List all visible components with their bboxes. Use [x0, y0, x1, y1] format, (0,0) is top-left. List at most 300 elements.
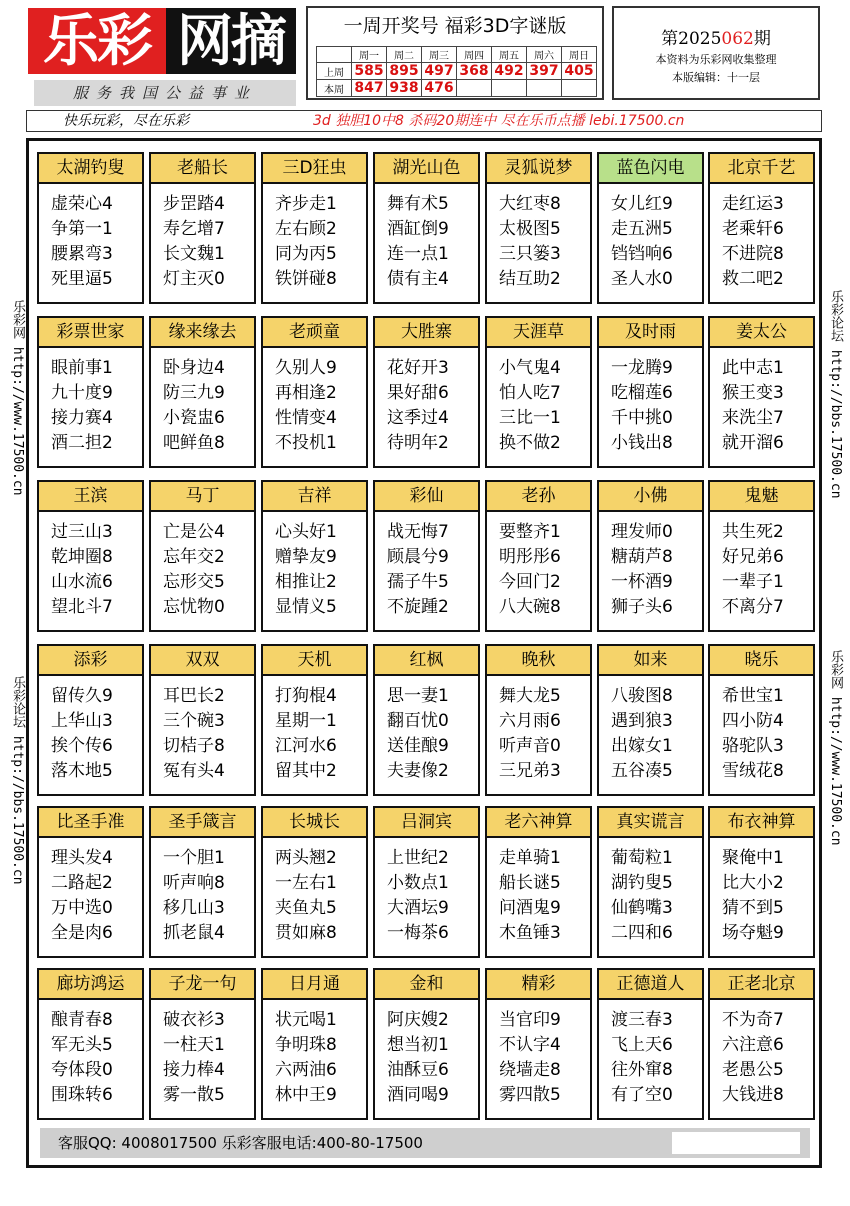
riddle-line: 三个碗3 [163, 711, 225, 731]
riddle-line: 希世宝1 [722, 686, 784, 706]
riddle-line: 债有主4 [387, 269, 449, 289]
riddle-line: 理发师0 [611, 522, 673, 542]
side-text-left-top: 乐彩网 http://www.17500.cn [10, 300, 25, 496]
riddle-card-title: 小佛 [599, 482, 702, 512]
draw-number: 368 [457, 63, 492, 80]
riddle-card-title: 红枫 [375, 646, 478, 676]
draw-number: 497 [422, 63, 457, 80]
riddle-line: 酒缸倒9 [387, 219, 449, 239]
riddle-line: 腰累弯3 [51, 244, 113, 264]
riddle-line: 相推让2 [275, 572, 337, 592]
riddle-line: 心头好1 [275, 522, 337, 542]
issue-number: 第2025062期 [661, 29, 771, 49]
riddle-card [149, 480, 256, 632]
riddle-card-body [51, 356, 113, 456]
riddle-line: 上华山3 [51, 711, 113, 731]
footer-contact: 客服QQ: 4008017500 乐彩客服电话:400-80-17500 [58, 1134, 423, 1152]
riddle-line: 卧身边4 [163, 358, 225, 378]
riddle-line: 女儿红9 [611, 194, 673, 214]
riddle-line: 明彤彤6 [499, 547, 561, 567]
riddle-card [37, 152, 144, 304]
riddle-line: 同为丙5 [275, 244, 337, 264]
riddle-line: 二路起2 [51, 873, 113, 893]
riddle-line: 酒同喝9 [387, 1085, 449, 1105]
riddle-card-body [163, 520, 225, 620]
riddle-line: 乾坤圈8 [51, 547, 113, 567]
riddle-line: 小气鬼4 [499, 358, 561, 378]
riddle-line: 夹鱼丸5 [275, 898, 337, 918]
riddle-card-body [387, 520, 449, 620]
draw-number [527, 80, 562, 97]
riddle-line: 仙鹤嘴3 [611, 898, 673, 918]
riddle-line: 三比一1 [499, 408, 561, 428]
riddle-line: 六注意6 [722, 1035, 784, 1055]
riddle-line: 步罡踏4 [163, 194, 225, 214]
draw-number: 585 [352, 63, 387, 80]
issue-info-panel [612, 6, 820, 100]
side-text-right-top: 乐彩论坛 http://bbs.17500.cn [828, 290, 843, 499]
riddle-line: 铁饼碰8 [275, 269, 337, 289]
riddle-line: 一柱天1 [163, 1035, 225, 1055]
riddle-line: 走红运3 [722, 194, 784, 214]
riddle-line: 三只篓3 [499, 244, 561, 264]
riddle-line: 争明珠8 [275, 1035, 337, 1055]
riddle-card-body [275, 356, 337, 456]
riddle-line: 要整齐1 [499, 522, 561, 542]
footer-blank-box [672, 1132, 800, 1154]
riddle-line: 听声音0 [499, 736, 561, 756]
riddle-card-title: 马丁 [151, 482, 254, 512]
riddle-card-title: 吕洞宾 [375, 808, 478, 838]
riddle-card-body [163, 846, 225, 946]
riddle-line: 遇到狼3 [611, 711, 673, 731]
riddle-line: 上世纪2 [387, 848, 449, 868]
riddle-line: 眼前事1 [51, 358, 113, 378]
riddle-line: 过三山3 [51, 522, 113, 542]
riddle-line: 小瓷盅6 [163, 408, 225, 428]
riddle-card-body [163, 356, 225, 456]
riddle-line: 贯如麻8 [275, 923, 337, 943]
riddle-line: 木鱼锤3 [499, 923, 561, 943]
riddle-line: 林中王9 [275, 1085, 337, 1105]
riddle-line: 留其中2 [275, 761, 337, 781]
riddle-line: 千中挑0 [611, 408, 673, 428]
riddle-card-body [51, 1008, 113, 1108]
riddle-card [261, 480, 368, 632]
riddle-line: 猜不到5 [722, 898, 784, 918]
riddle-line: 冤有头4 [163, 761, 225, 781]
riddle-line: 不进院8 [722, 244, 784, 264]
riddle-line: 出嫁女1 [611, 736, 673, 756]
riddle-card [597, 480, 704, 632]
riddle-line: 往外窜8 [611, 1060, 673, 1080]
riddle-card-body [611, 520, 673, 620]
riddle-card-body [163, 684, 225, 784]
riddle-card-body [51, 684, 113, 784]
riddle-line: 来洗尘7 [722, 408, 784, 428]
riddle-card-title: 蓝色闪电 [599, 154, 702, 184]
riddle-card-body [611, 356, 673, 456]
riddle-line: 大钱进8 [722, 1085, 784, 1105]
riddle-card-title: 双双 [151, 646, 254, 676]
riddle-line: 待明年2 [387, 433, 449, 453]
riddle-line: 灯主灭0 [163, 269, 225, 289]
riddle-line: 六两油6 [275, 1060, 337, 1080]
riddle-card [373, 480, 480, 632]
tagline-bar [26, 110, 822, 132]
riddle-line: 五谷凑5 [611, 761, 673, 781]
riddle-line: 小钱出8 [611, 433, 673, 453]
riddle-line: 一辈子1 [722, 572, 784, 592]
riddle-card-title: 吉祥 [263, 482, 366, 512]
riddle-card-body [275, 192, 337, 292]
riddle-line: 连一点1 [387, 244, 449, 264]
riddle-card-title: 缘来缘去 [151, 318, 254, 348]
riddle-line: 葡萄粒1 [611, 848, 673, 868]
riddle-line: 死里逼5 [51, 269, 113, 289]
riddle-line: 三兄弟3 [499, 761, 561, 781]
riddle-line: 太极图5 [499, 219, 561, 239]
riddle-line: 围珠转6 [51, 1085, 113, 1105]
riddle-line: 破衣衫3 [163, 1010, 225, 1030]
riddle-card [261, 316, 368, 468]
riddle-line: 九十度9 [51, 383, 113, 403]
riddle-card [373, 806, 480, 958]
riddle-card-body [722, 192, 784, 292]
riddle-card-title: 圣手箴言 [151, 808, 254, 838]
riddle-line: 场夺魁9 [722, 923, 784, 943]
side-text-right-bottom: 乐彩网 http://www.17500.cn [828, 650, 843, 846]
riddle-card-title: 天涯草 [487, 318, 590, 348]
riddle-line: 一杯酒9 [611, 572, 673, 592]
riddle-card-body [722, 684, 784, 784]
riddle-card [261, 152, 368, 304]
draw-number [457, 80, 492, 97]
riddle-line: 雪绒花8 [722, 761, 784, 781]
riddle-card-body [51, 520, 113, 620]
day-header: 周三 [422, 47, 457, 63]
riddle-card-body [499, 684, 561, 784]
riddle-line: 全是肉6 [51, 923, 113, 943]
riddle-card-body [499, 846, 561, 946]
riddle-line: 军无头5 [51, 1035, 113, 1055]
riddle-line: 望北斗7 [51, 597, 113, 617]
riddle-card [708, 806, 815, 958]
riddle-card-body [387, 846, 449, 946]
draw-number: 397 [527, 63, 562, 80]
riddle-card [37, 968, 144, 1120]
riddle-card-body [722, 520, 784, 620]
riddle-card-body [722, 1008, 784, 1108]
riddle-line: 老愚公5 [722, 1060, 784, 1080]
riddle-line: 性情变4 [275, 408, 337, 428]
issue-number-red: 062 [721, 29, 754, 49]
riddle-line: 虚荣心4 [51, 194, 113, 214]
riddle-line: 翻百忧0 [387, 711, 449, 731]
riddle-card-title: 长城长 [263, 808, 366, 838]
riddle-line: 接力赛4 [51, 408, 113, 428]
riddle-card-title: 湖光山色 [375, 154, 478, 184]
riddle-line: 打狗棍4 [275, 686, 337, 706]
riddle-card-title: 晓乐 [710, 646, 813, 676]
riddle-line: 怕人吃7 [499, 383, 561, 403]
riddle-card-body [275, 684, 337, 784]
riddle-line: 湖钓叟5 [611, 873, 673, 893]
day-header: 周五 [492, 47, 527, 63]
riddle-line: 留传久9 [51, 686, 113, 706]
riddle-card-title: 老六神算 [487, 808, 590, 838]
riddle-line: 雾四散5 [499, 1085, 561, 1105]
day-header: 周四 [457, 47, 492, 63]
riddle-card-body [51, 846, 113, 946]
riddle-line: 雾一散5 [163, 1085, 225, 1105]
riddle-card [708, 480, 815, 632]
riddle-card [261, 806, 368, 958]
riddle-line: 一梅茶6 [387, 923, 449, 943]
riddle-card-body [499, 1008, 561, 1108]
riddle-card [597, 806, 704, 958]
riddle-card [485, 968, 592, 1120]
riddle-card-title: 正老北京 [710, 970, 813, 1000]
riddle-line: 不投机1 [275, 433, 337, 453]
logo [26, 6, 298, 110]
draw-title: 一周开奖号 福彩3D字谜版 [343, 15, 567, 37]
riddle-line: 绕墙走8 [499, 1060, 561, 1080]
riddle-card-title: 晚秋 [487, 646, 590, 676]
riddle-card-title: 及时雨 [599, 318, 702, 348]
riddle-line: 接力棒4 [163, 1060, 225, 1080]
logo-left-text: 乐彩 [28, 8, 166, 74]
riddle-line: 渡三春3 [611, 1010, 673, 1030]
riddle-card-title: 老孙 [487, 482, 590, 512]
riddle-line: 飞上天6 [611, 1035, 673, 1055]
riddle-card-body [611, 846, 673, 946]
riddle-card-title: 灵狐说梦 [487, 154, 590, 184]
riddle-line: 这季过4 [387, 408, 449, 428]
riddle-card-title: 彩仙 [375, 482, 478, 512]
riddle-card [37, 644, 144, 796]
riddle-card-body [387, 192, 449, 292]
riddle-line: 长文魏1 [163, 244, 225, 264]
logo-slogan: 服务我国公益事业 [34, 80, 296, 106]
riddle-line: 落木地5 [51, 761, 113, 781]
riddle-line: 四小防4 [722, 711, 784, 731]
riddle-card-title: 日月通 [263, 970, 366, 1000]
riddle-card-body [275, 1008, 337, 1108]
riddle-line: 油酥豆6 [387, 1060, 449, 1080]
riddle-card [597, 316, 704, 468]
day-header: 周一 [352, 47, 387, 63]
footer-bar [40, 1128, 810, 1158]
riddle-card [373, 152, 480, 304]
riddle-card [37, 316, 144, 468]
riddle-line: 移几山3 [163, 898, 225, 918]
riddle-card-title: 老船长 [151, 154, 254, 184]
riddle-line: 就开溜6 [722, 433, 784, 453]
info-line-editor: 本版编辑：十一层 [672, 71, 760, 84]
riddle-line: 想当初1 [387, 1035, 449, 1055]
riddle-line: 不为奇7 [722, 1010, 784, 1030]
riddle-line: 果好甜6 [387, 383, 449, 403]
riddle-card-body [722, 356, 784, 456]
riddle-card-title: 北京千艺 [710, 154, 813, 184]
draw-table [316, 46, 597, 97]
riddle-card-title: 鬼魅 [710, 482, 813, 512]
riddle-card [485, 480, 592, 632]
riddle-card [373, 968, 480, 1120]
riddle-line: 山水流6 [51, 572, 113, 592]
riddle-line: 猴王变3 [722, 383, 784, 403]
tagline-promo-link[interactable]: 3d 独胆10中8 杀码20期连中 尽在乐币点播 lebi.17500.cn [313, 113, 685, 129]
riddle-line: 二四和6 [611, 923, 673, 943]
riddle-line: 显情义5 [275, 597, 337, 617]
riddle-line: 八骏图8 [611, 686, 673, 706]
riddle-line: 两头翘2 [275, 848, 337, 868]
riddle-line: 有了空0 [611, 1085, 673, 1105]
day-header: 周二 [387, 47, 422, 63]
riddle-line: 孺子牛5 [387, 572, 449, 592]
weekly-draw-panel [306, 6, 604, 100]
riddle-line: 吧鲜鱼8 [163, 433, 225, 453]
riddle-line: 忘忧物0 [163, 597, 225, 617]
riddle-line: 走五洲5 [611, 219, 673, 239]
riddle-card-body [387, 1008, 449, 1108]
tagline-left: 快乐玩彩，尽在乐彩 [63, 113, 189, 129]
riddle-line: 万中选0 [51, 898, 113, 918]
riddle-card [597, 968, 704, 1120]
riddle-card-body [163, 1008, 225, 1108]
riddle-line: 左右顾2 [275, 219, 337, 239]
riddle-line: 一龙腾9 [611, 358, 673, 378]
riddle-line: 争第一1 [51, 219, 113, 239]
riddle-line: 理头发4 [51, 848, 113, 868]
riddle-line: 问酒鬼9 [499, 898, 561, 918]
riddle-card-title: 精彩 [487, 970, 590, 1000]
draw-number: 938 [387, 80, 422, 97]
day-header: 周日 [562, 47, 597, 63]
riddle-card-body [611, 1008, 673, 1108]
riddle-line: 当官印9 [499, 1010, 561, 1030]
riddle-line: 听声响8 [163, 873, 225, 893]
riddle-line: 再相逢2 [275, 383, 337, 403]
riddle-line: 阿庆嫂2 [387, 1010, 449, 1030]
riddle-card-title: 金和 [375, 970, 478, 1000]
riddle-card [708, 968, 815, 1120]
riddle-line: 聚俺中1 [722, 848, 784, 868]
riddle-line: 今回门2 [499, 572, 561, 592]
riddle-card-body [275, 520, 337, 620]
riddle-card [485, 806, 592, 958]
riddle-line: 不离分7 [722, 597, 784, 617]
riddle-line: 忘形交5 [163, 572, 225, 592]
riddle-line: 舞大龙5 [499, 686, 561, 706]
draw-number: 847 [352, 80, 387, 97]
riddle-line: 寿乞增7 [163, 219, 225, 239]
riddle-line: 久别人9 [275, 358, 337, 378]
riddle-line: 切桔子8 [163, 736, 225, 756]
riddle-card-body [499, 192, 561, 292]
riddle-line: 忘年交2 [163, 547, 225, 567]
riddle-line: 江河水6 [275, 736, 337, 756]
riddle-line: 走单骑1 [499, 848, 561, 868]
riddle-card-title: 如来 [599, 646, 702, 676]
riddle-line: 吃榴莲6 [611, 383, 673, 403]
riddle-card-body [499, 356, 561, 456]
riddle-line: 不认字4 [499, 1035, 561, 1055]
riddle-line: 思一妻1 [387, 686, 449, 706]
riddle-card [485, 152, 592, 304]
info-line-source: 本资料为乐彩网收集整理 [655, 53, 777, 66]
riddle-card [373, 316, 480, 468]
draw-number [562, 80, 597, 97]
riddle-card [149, 152, 256, 304]
riddle-line: 一个胆1 [163, 848, 225, 868]
riddle-card-body [722, 846, 784, 946]
riddle-card-body [611, 192, 673, 292]
riddle-card [708, 152, 815, 304]
riddle-card-title: 廊坊鸿运 [39, 970, 142, 1000]
riddle-card [149, 968, 256, 1120]
riddle-line: 抓老鼠4 [163, 923, 225, 943]
riddle-card-title: 姜太公 [710, 318, 813, 348]
riddle-line: 骆驼队3 [722, 736, 784, 756]
riddle-line: 酿青春8 [51, 1010, 113, 1030]
riddle-card-body [387, 684, 449, 784]
riddle-line: 不旋踵2 [387, 597, 449, 617]
riddle-line: 星期一1 [275, 711, 337, 731]
riddle-line: 防三九9 [163, 383, 225, 403]
riddle-card [485, 644, 592, 796]
riddle-line: 夫妻像2 [387, 761, 449, 781]
riddle-card-title: 王滨 [39, 482, 142, 512]
riddle-card-body [611, 684, 673, 784]
riddle-card [149, 644, 256, 796]
riddle-card-title: 三D狂虫 [263, 154, 366, 184]
last-week-label: 上周 [317, 63, 352, 80]
riddle-card-title: 布衣神算 [710, 808, 813, 838]
riddle-card [373, 644, 480, 796]
riddle-card-title: 老顽童 [263, 318, 366, 348]
riddle-line: 战无悔7 [387, 522, 449, 542]
riddle-card-title: 正德道人 [599, 970, 702, 1000]
riddle-card-title: 比圣手准 [39, 808, 142, 838]
riddle-line: 六月雨6 [499, 711, 561, 731]
riddle-line: 铛铛响6 [611, 244, 673, 264]
riddle-card-body [387, 356, 449, 456]
logo-right-text: 网摘 [166, 8, 296, 74]
riddle-line: 挨个传6 [51, 736, 113, 756]
draw-number: 476 [422, 80, 457, 97]
riddle-line: 大红枣8 [499, 194, 561, 214]
riddle-card-body [275, 846, 337, 946]
riddle-line: 顾晨兮9 [387, 547, 449, 567]
draw-number: 405 [562, 63, 597, 80]
side-text-left-bottom: 乐彩论坛 http://bbs.17500.cn [10, 676, 25, 885]
riddle-line: 亡是公4 [163, 522, 225, 542]
riddle-line: 救二吧2 [722, 269, 784, 289]
riddle-card-title: 添彩 [39, 646, 142, 676]
riddle-line: 状元喝1 [275, 1010, 337, 1030]
riddle-line: 圣人水0 [611, 269, 673, 289]
riddle-line: 酒二担2 [51, 433, 113, 453]
riddle-card [708, 316, 815, 468]
riddle-card [149, 806, 256, 958]
riddle-line: 夸体段0 [51, 1060, 113, 1080]
riddle-line: 大酒坛9 [387, 898, 449, 918]
riddle-card-title: 子龙一句 [151, 970, 254, 1000]
riddle-line: 船长谜5 [499, 873, 561, 893]
riddle-card-title: 大胜寨 [375, 318, 478, 348]
